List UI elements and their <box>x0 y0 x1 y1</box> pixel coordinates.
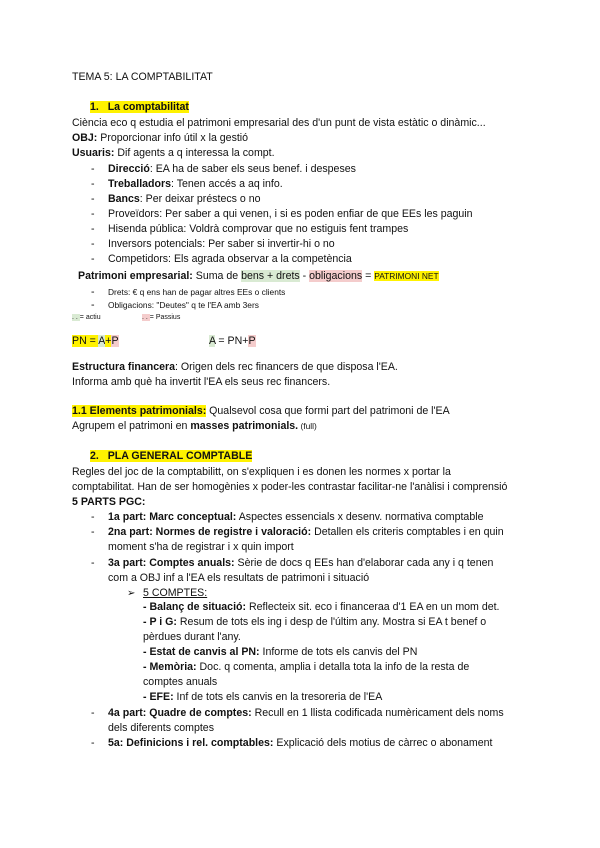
list-item: Treballadors: Tenen accés a aq info. <box>108 178 283 190</box>
list-item: Inversors potencials: Per saber si invertir-hi o no <box>108 238 335 250</box>
section-1-heading <box>90 101 189 114</box>
parts-label: 5 PARTS PGC: <box>72 496 146 508</box>
list-bullet: - <box>91 163 95 175</box>
arrow-bullet-icon: ➢ <box>127 588 136 599</box>
section-2-number: 2. <box>90 450 99 462</box>
objective-text: Proporcionar info útil x la gestió <box>97 132 249 144</box>
definition-text: Ciència eco q estudia el patrimoni empresarial des d'un punt de vista estàtic o dinàmic... <box>72 117 486 129</box>
part-4: 4a part: Quadre de comptes: Recull en 1 llista codificada numèricament dels noms <box>108 707 504 719</box>
section-2-heading <box>90 450 252 463</box>
list-item: Bancs: Per deixar préstecs o no <box>108 193 261 205</box>
list-item: Direcció: EA ha de saber els seus benef. i despeses <box>108 163 356 175</box>
list-bullet: - <box>91 526 95 538</box>
equation-a: A = PN+P <box>209 335 256 347</box>
legend-passiu: . . = Passius <box>142 314 181 321</box>
list-item: Competidors: Els agrada observar a la competència <box>108 253 352 265</box>
objective-line <box>72 132 248 145</box>
legend-actiu: . . = actiu <box>72 314 101 321</box>
estructura-financera-text2: Informa amb què ha invertit l'EA els seus rec financers. <box>72 376 331 388</box>
section-1-title: La comptabilitat <box>107 101 189 113</box>
part-2-cont: moment s'ha de registrar i x quin import <box>108 541 294 553</box>
compte-memoria: - Memòria: Doc. q comenta, amplia i detalla tota la info de la resta de <box>143 661 470 673</box>
sub-bullet: - <box>91 299 95 311</box>
list-bullet: - <box>91 707 95 719</box>
list-bullet: - <box>91 511 95 523</box>
section-1-1-heading: 1.1 Elements patrimonials: <box>72 405 207 417</box>
legend-actiu-swatch: . . <box>72 314 80 321</box>
section-2-title: PLA GENERAL COMPTABLE <box>107 450 253 462</box>
compte-estat-canvis: - Estat de canvis al PN: Informe de tots els canvis del PN <box>143 646 418 658</box>
estructura-financera-label: Estructura financera <box>72 361 176 373</box>
list-item: Hisenda pública: Voldrà comprovar que no estiguis fent trampes <box>108 223 409 235</box>
comptes-label: 5 COMPTES: <box>143 587 208 599</box>
list-bullet: - <box>91 737 95 749</box>
sub-item-obligacions: Obligacions: "Deutes" q te l'EA amb 3ers <box>108 300 259 310</box>
part-3: 3a part: Comptes anuals: Sèrie de docs q EEs han d'elaborar cada any i q tenen <box>108 557 494 569</box>
compte-pig: - P i G: Resum de tots els ing i desp de l'últim any. Mostra si EA t benef o <box>143 616 487 628</box>
sub-bullet: - <box>91 286 95 298</box>
patrimoni-net-highlight: PATRIMONI NET <box>374 271 439 281</box>
part-3-cont: com a OBJ inf a l'EA els resultats de patrimoni i situació <box>108 572 370 584</box>
objective-label: OBJ: <box>72 132 98 144</box>
list-bullet: - <box>91 557 95 569</box>
pgc-paragraph-2: comptabilitat. Han de ser homogènies x poder-les contrastar facilitar-ne l'anàlisi i comprensió <box>72 481 508 493</box>
equation-pn: PN = A+P <box>72 335 119 347</box>
compte-memoria-cont: comptes anuals <box>143 676 218 688</box>
part-2: 2na part: Normes de registre i valoració: Detallen els criteris comptables i en quin <box>108 526 504 538</box>
patrimoni-line: Patrimoni empresarial: Suma de bens + drets - obligacions = PATRIMONI NET <box>78 270 439 282</box>
pgc-paragraph-1: Regles del joc de la comptabilitt, on s'expliquen i es donen les normes x portar la <box>72 466 451 478</box>
section-1-1-line2: Agrupem el patrimoni en masses patrimonials. (full) <box>72 420 317 432</box>
list-bullet: - <box>91 208 95 220</box>
obligacions-highlight: obligacions <box>309 270 363 282</box>
sub-item-drets: Drets: € q ens han de pagar altres EEs o clients <box>108 287 286 297</box>
masses-patrimonials: masses patrimonials. <box>190 420 299 432</box>
list-bullet: - <box>91 193 95 205</box>
section-1-1-line: 1.1 Elements patrimonials: Qualsevol cosa que formi part del patrimoni de l'EA <box>72 405 450 417</box>
compte-efe: - EFE: Inf de tots els canvis en la tresoreria de l'EA <box>143 691 383 703</box>
list-bullet: - <box>91 223 95 235</box>
users-line <box>72 147 275 160</box>
list-bullet: - <box>91 178 95 190</box>
bens-drets-highlight: bens + drets <box>241 270 300 282</box>
document-title: TEMA 5: LA COMPTABILITAT <box>72 71 213 83</box>
compte-balanc: - Balanç de situació: Reflecteix sit. eco i financeraa d'1 EA en un mom det. <box>143 601 500 613</box>
users-label: Usuaris: <box>72 147 115 159</box>
list-bullet: - <box>91 238 95 250</box>
part-4-cont: dels diferents comptes <box>108 722 214 734</box>
part-5: 5a: Definicions i rel. comptables: Explicació dels motius de càrrec o abonament <box>108 737 493 749</box>
legend-passiu-swatch: . . <box>142 314 150 321</box>
estructura-financera-line: Estructura financera: Origen dels rec financers de que disposa l'EA. <box>72 361 398 373</box>
compte-pig-cont: pèrdues durant l'any. <box>143 631 241 643</box>
part-1: 1a part: Marc conceptual: Aspectes essencials x desenv. normativa comptable <box>108 511 484 523</box>
patrimoni-label: Patrimoni empresarial: <box>78 270 193 282</box>
list-bullet: - <box>91 253 95 265</box>
users-text: Dif agents a q interessa la compt. <box>114 147 275 159</box>
section-1-number: 1. <box>90 101 99 113</box>
list-item: Proveïdors: Per saber a qui venen, i si es poden enfiar de que EEs les paguin <box>108 208 473 220</box>
